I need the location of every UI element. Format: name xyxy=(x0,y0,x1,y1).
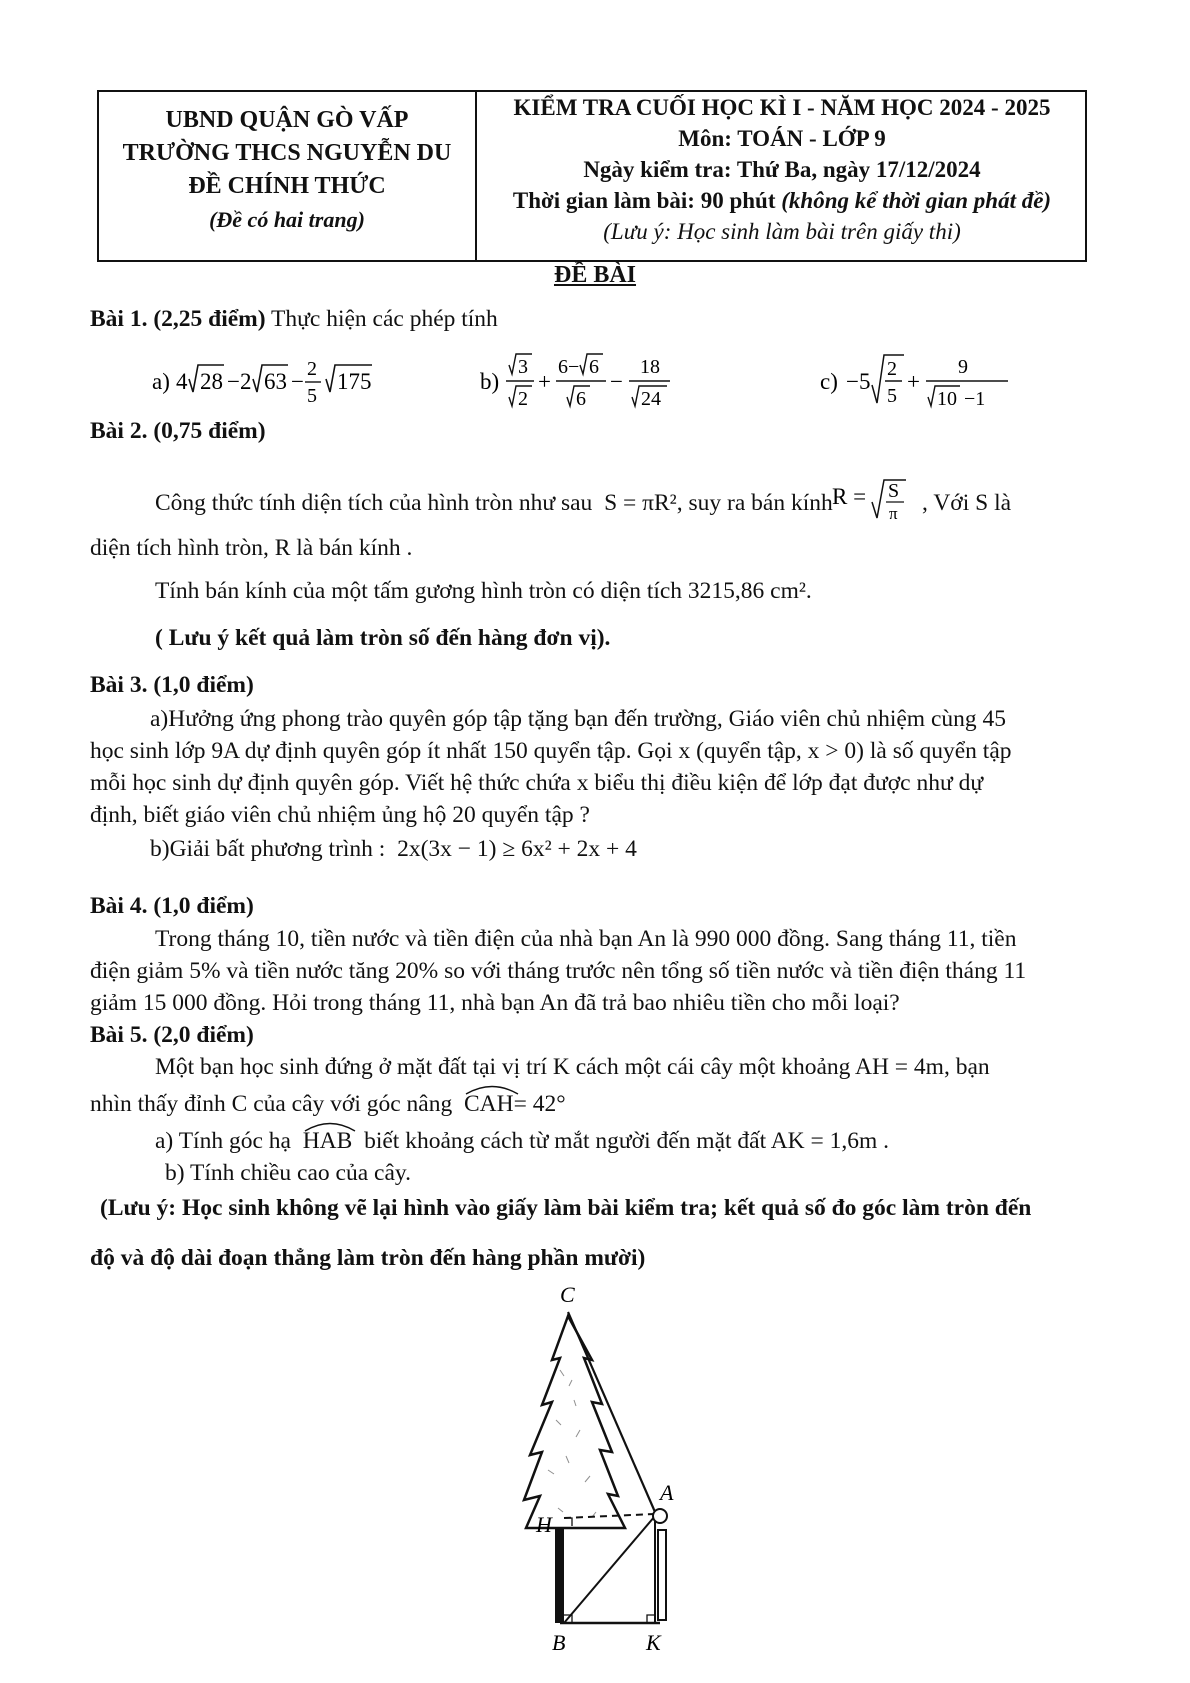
label-b: B xyxy=(552,1630,566,1655)
bai5-line1: Một bạn học sinh đứng ở mặt đất tại vị trí K cách một cái cây một khoảng AH = 4m, bạn xyxy=(155,1054,990,1080)
svg-text:2: 2 xyxy=(887,358,897,380)
bai2-line1-end: , Với S là xyxy=(922,490,1012,516)
angle-cah: CAH xyxy=(464,1091,514,1118)
bai1-text: Thực hiện các phép tính xyxy=(271,306,498,332)
svg-text:+: + xyxy=(538,369,551,394)
svg-text:18: 18 xyxy=(640,356,660,378)
page-title: ĐỀ BÀI xyxy=(553,262,637,288)
svg-text:4: 4 xyxy=(176,369,188,394)
bai2-heading: Bài 2. (0,75 điểm) xyxy=(90,418,266,444)
answer-sheet-note: (Lưu ý: Học sinh làm bài trên giấy thi) xyxy=(603,219,961,244)
svg-text:−1: −1 xyxy=(964,388,986,410)
label-a: A xyxy=(660,1480,674,1505)
bai1-c-label: c) xyxy=(820,369,838,394)
bai3-line2: học sinh lớp 9A dự định quyên góp ít nhất 150 quyển tập. Gọi x (quyển tập, x > 0) là số quyển tập xyxy=(90,738,1012,764)
label-k: K xyxy=(646,1630,661,1655)
svg-text:2: 2 xyxy=(518,388,528,410)
area-formula: S = πR² xyxy=(598,490,677,516)
exam-date: Ngày kiểm tra: Thứ Ba, ngày 17/12/2024 xyxy=(583,157,981,182)
svg-text:+: + xyxy=(907,369,920,394)
svg-text:3: 3 xyxy=(518,356,528,378)
header-right xyxy=(479,92,1085,247)
exam-title: KIỂM TRA CUỐI HỌC KÌ I - NĂM HỌC 2024 - 2025 xyxy=(513,95,1051,120)
svg-text:S: S xyxy=(888,480,900,502)
svg-text:−: − xyxy=(291,369,304,394)
svg-text:63: 63 xyxy=(264,369,287,394)
bai1-heading: Bài 1. (2,25 điểm) xyxy=(90,306,266,332)
bai1-b-label: b) xyxy=(480,369,500,394)
header-left xyxy=(99,104,475,236)
bai3-line4: định, biết giáo viên chủ nhiệm ủng hộ 20 quyển tập ? xyxy=(90,802,590,828)
bai4-heading: Bài 4. (1,0 điểm) xyxy=(90,893,254,919)
bai4-line2: điện giảm 5% và tiền nước tăng 20% so với tháng trước nên tổng số tiền nước và tiền điện tháng 11 xyxy=(90,958,1027,984)
svg-text:28: 28 xyxy=(200,369,223,394)
svg-text:10: 10 xyxy=(937,388,957,410)
school-name: TRƯỜNG THCS NGUYỄN DU xyxy=(122,140,452,166)
bai4-line3: giảm 15 000 đồng. Hỏi trong tháng 11, nhà bạn An đã trả bao nhiêu tiền cho mỗi loại? xyxy=(90,990,900,1016)
tree-trunk xyxy=(555,1528,564,1623)
bai3-heading: Bài 3. (1,0 điểm) xyxy=(90,672,254,698)
bai2-note: ( Lưu ý kết quả làm tròn số đến hàng đơn vị). xyxy=(155,625,611,651)
bai5-line4: b) Tính chiều cao của cây. xyxy=(165,1160,411,1186)
header-divider xyxy=(475,92,477,260)
svg-text:R =: R = xyxy=(832,484,867,509)
inequality: 2x(3x − 1) ≥ 6x² + 2x + 4 xyxy=(397,836,637,862)
svg-text:5: 5 xyxy=(887,385,897,407)
radius-formula xyxy=(832,476,924,536)
bai3-line5: b)Giải bất phương trình : 2x(3x − 1) ≥ 6x² + 2x + 4 xyxy=(150,836,637,862)
bai1-line xyxy=(90,306,498,333)
bai2-line1: Công thức tính diện tích của hình tròn như sau S = πR², suy ra bán kính xyxy=(155,490,833,516)
label-c: C xyxy=(560,1282,575,1307)
svg-text:6−: 6− xyxy=(558,356,580,378)
district-name: UBND QUẬN GÒ VẤP xyxy=(165,107,409,133)
svg-text:−2: −2 xyxy=(227,369,252,394)
bai3-line3: mỗi học sinh dự định quyên góp. Viết hệ thức chứa x biểu thị điều kiện để lớp đạt được như dự xyxy=(90,770,984,796)
svg-text:−: − xyxy=(610,369,623,394)
person-body xyxy=(658,1530,666,1620)
svg-text:6: 6 xyxy=(576,388,586,410)
label-h: H xyxy=(536,1512,552,1537)
bai4-line1: Trong tháng 10, tiền nước và tiền điện của nhà bạn An là 990 000 đồng. Sang tháng 11, tiền xyxy=(155,926,1017,952)
bai5-note1: (Lưu ý: Học sinh không vẽ lại hình vào giấy làm bài kiểm tra; kết quả số đo góc làm tròn đến xyxy=(100,1195,1032,1221)
angle-hab: HAB xyxy=(303,1128,353,1155)
svg-text:π: π xyxy=(889,504,898,523)
bai5-line2: nhìn thấy đỉnh C của cây với góc nâng CAH= 42° xyxy=(90,1091,566,1118)
time-limit: Thời gian làm bài: 90 phút (không kể thời gian phát đề) xyxy=(512,188,1052,213)
line-ab xyxy=(564,1516,655,1623)
svg-text:6: 6 xyxy=(589,356,599,378)
bai5-note2: độ và độ dài đoạn thẳng làm tròn đến hàng phần mười) xyxy=(90,1245,646,1271)
bai1-expressions xyxy=(140,345,1090,420)
bai5-line3: a) Tính góc hạ HAB biết khoảng cách từ mắt người đến mặt đất AK = 1,6m . xyxy=(155,1128,889,1155)
official-exam-label: ĐỀ CHÍNH THỨC xyxy=(188,173,386,199)
subject-line: Môn: TOÁN - LỚP 9 xyxy=(678,126,886,151)
page-count-note: (Đề có hai trang) xyxy=(209,207,365,232)
exam-header xyxy=(97,90,1087,262)
tree-figure xyxy=(500,1280,750,1655)
svg-text:2: 2 xyxy=(307,358,317,380)
bai2-line2: diện tích hình tròn, R là bán kính . xyxy=(90,535,413,561)
bai1-a-label: a) xyxy=(152,369,170,394)
bai5-heading: Bài 5. (2,0 điểm) xyxy=(90,1022,254,1048)
svg-text:175: 175 xyxy=(337,369,372,394)
svg-text:24: 24 xyxy=(641,388,661,410)
person-head xyxy=(653,1509,667,1523)
bai2-line3: Tính bán kính của một tấm gương hình tròn có diện tích 3215,86 cm². xyxy=(155,578,812,604)
svg-text:9: 9 xyxy=(958,356,968,378)
bai3-line1: a)Hưởng ứng phong trào quyên góp tập tặng bạn đến trường, Giáo viên chủ nhiệm cùng 45 xyxy=(150,706,1007,732)
svg-text:−5: −5 xyxy=(846,369,871,394)
tree-canopy xyxy=(524,1316,625,1528)
svg-text:5: 5 xyxy=(307,385,317,407)
